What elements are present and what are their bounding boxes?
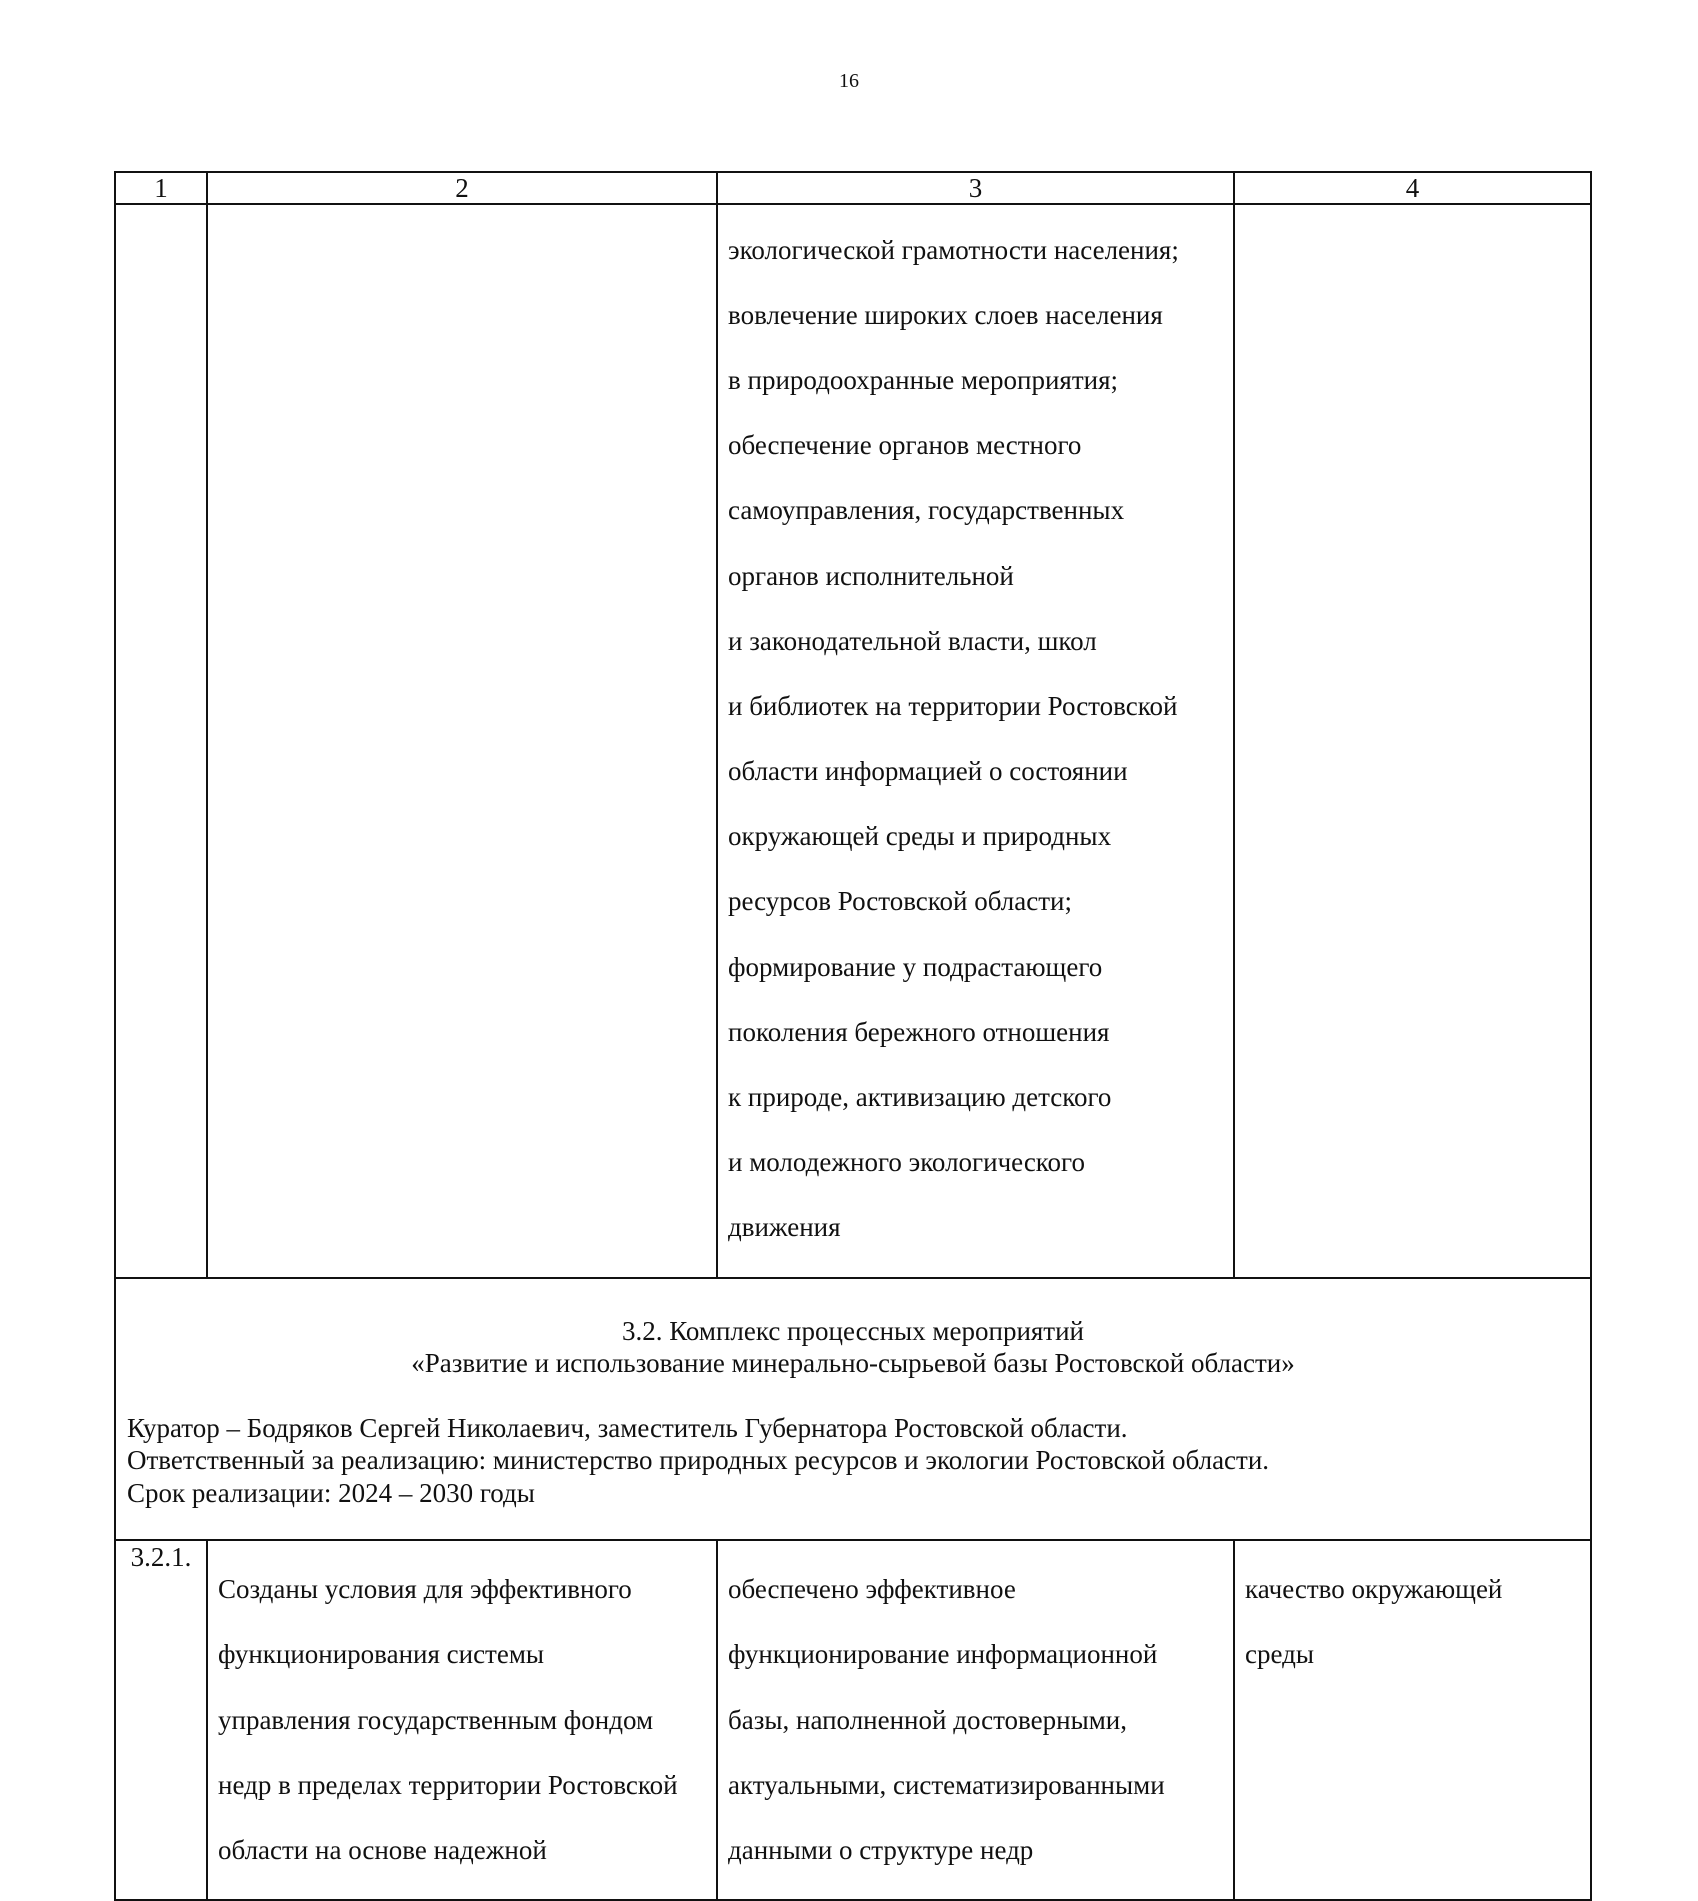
cell-indicator	[1234, 1540, 1591, 1901]
text-line: обеспечение органов местного	[728, 430, 1082, 461]
text-line: недр в пределах территории Ростовской	[218, 1769, 678, 1800]
column-header-4: 4	[1234, 172, 1591, 204]
text-line: функционирование информационной	[728, 1639, 1158, 1670]
cell-continuation-col4	[1234, 204, 1591, 1278]
section-title-line-1: 3.2. Комплекс процессных мероприятий	[621, 1315, 1085, 1346]
page-number: 16	[839, 70, 859, 92]
column-header-1: 1	[115, 172, 207, 204]
text-line: качество окружающей	[1245, 1574, 1503, 1605]
table-row-continuation	[115, 204, 1591, 1278]
text-line: к природе, активизацию детского	[728, 1082, 1112, 1113]
table-header-row	[115, 172, 1591, 204]
continuation-col3-text	[718, 201, 1233, 1277]
text-line: окружающей среды и природных	[728, 821, 1112, 852]
cell-continuation-col1	[115, 204, 207, 1278]
text-line: формирование у подрастающего	[728, 951, 1103, 982]
text-line: самоуправления, государственных	[728, 495, 1125, 526]
text-line: Созданы условия для эффективного	[218, 1574, 632, 1605]
text-line: управления государственным фондом	[218, 1704, 654, 1735]
text-line: области на основе надежной	[218, 1834, 547, 1865]
table-row-section	[115, 1278, 1591, 1540]
cell-continuation-col2	[207, 204, 717, 1278]
text-line: органов исполнительной	[728, 560, 1014, 591]
section-curator: Куратор – Бодряков Сергей Николаевич, заместитель Губернатора Ростовской области.	[127, 1412, 1128, 1443]
text-line: и законодательной власти, школ	[728, 625, 1097, 656]
section-term: Срок реализации: 2024 – 2030 годы	[127, 1477, 535, 1508]
column-header-2: 2	[207, 172, 717, 204]
text-line: базы, наполненной достоверными,	[728, 1704, 1127, 1735]
table-row	[115, 1540, 1591, 1901]
text-line: ресурсов Ростовской области;	[728, 886, 1072, 917]
measures-table	[114, 171, 1592, 1901]
section-title	[116, 1279, 1590, 1380]
text-line: области информацией о состоянии	[728, 756, 1128, 787]
section-heading-cell	[115, 1278, 1591, 1540]
text-line: обеспечено эффективное	[728, 1574, 1016, 1605]
section-title-line-2: «Развитие и использование минерально-сырьевой базы Ростовской области»	[411, 1348, 1295, 1379]
text-line: данными о структуре недр	[728, 1834, 1034, 1865]
text-line: функционирования системы	[218, 1639, 545, 1670]
cell-result	[207, 1540, 717, 1901]
text-line: актуальными, систематизированными	[728, 1769, 1165, 1800]
text-line: в природоохранные мероприятия;	[728, 364, 1118, 395]
text-line: экологической грамотности населения;	[728, 234, 1179, 265]
text-line: и молодежного экологического	[728, 1147, 1085, 1178]
column-header-3: 3	[717, 172, 1234, 204]
cell-continuation-col3	[717, 204, 1234, 1278]
text-line: среды	[1245, 1639, 1314, 1670]
text-line: и библиотек на территории Ростовской	[728, 690, 1178, 721]
text-line: поколения бережного отношения	[728, 1016, 1110, 1047]
cell-effect	[717, 1540, 1234, 1901]
section-responsible: Ответственный за реализацию: министерство природных ресурсов и экологии Ростовской области.	[127, 1445, 1270, 1476]
cell-row-number: 3.2.1.	[115, 1540, 207, 1901]
text-line: вовлечение широких слоев населения	[728, 299, 1163, 330]
section-meta	[116, 1380, 1590, 1510]
text-line: движения	[728, 1212, 841, 1243]
